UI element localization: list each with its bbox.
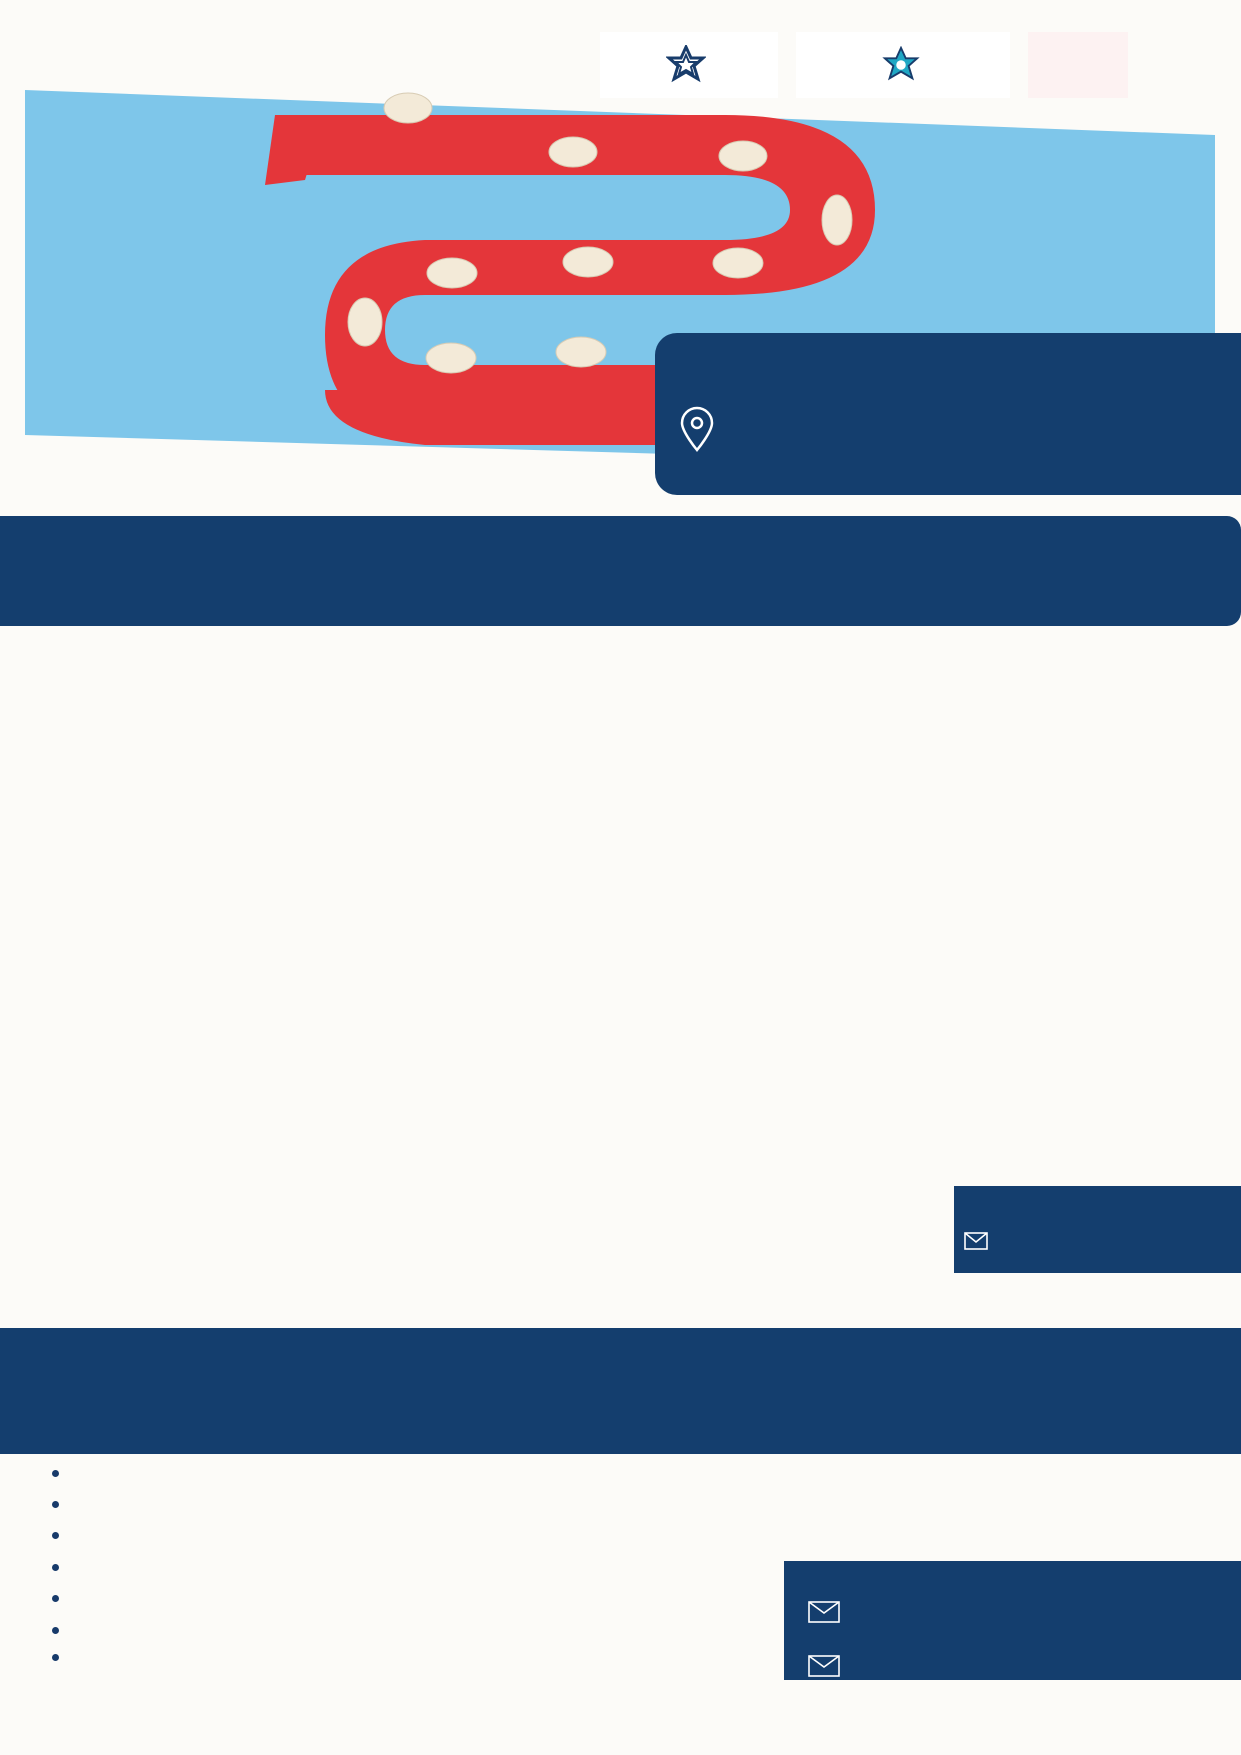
location-pin-icon bbox=[677, 406, 717, 454]
bosio-star-icon bbox=[882, 46, 920, 84]
logo-strip bbox=[600, 32, 1180, 98]
list-item bbox=[52, 1646, 77, 1670]
afternoon-title-band bbox=[0, 1328, 1241, 1454]
event-info-box bbox=[655, 333, 1241, 495]
list-item bbox=[52, 1493, 77, 1517]
morning-title-band bbox=[0, 516, 1241, 626]
booking-info-box bbox=[784, 1561, 1241, 1680]
list-item bbox=[52, 1587, 77, 1611]
list-item bbox=[52, 1619, 77, 1643]
aou-al-logo bbox=[600, 32, 778, 98]
centro-bosio-logo bbox=[796, 32, 1010, 98]
list-item bbox=[52, 1462, 77, 1486]
list-item bbox=[52, 1524, 77, 1548]
list-item bbox=[52, 1556, 77, 1580]
mail-icon bbox=[964, 1232, 988, 1250]
mail-icon bbox=[808, 1601, 840, 1623]
mail-icon bbox=[808, 1655, 840, 1677]
registration-info-box bbox=[954, 1186, 1241, 1273]
star-icon bbox=[666, 45, 706, 85]
uniti-pipo-logo bbox=[1028, 32, 1128, 98]
